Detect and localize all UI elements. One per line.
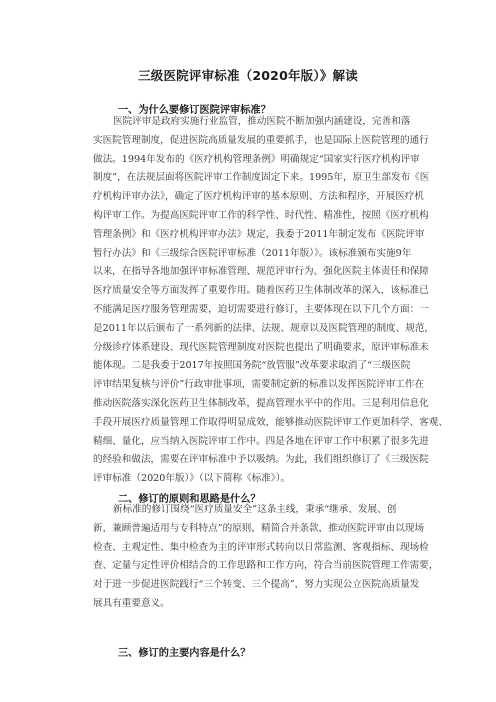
paragraph-line: 的经验和做法，需要在评审标准中予以吸纳。为此，我们组织修订了《三级医院 <box>93 454 429 466</box>
section-1-heading: 一、为什么要修订医院评审标准？ <box>118 105 271 116</box>
paragraph-line: 新标准的修订围绕“医疗质量安全”这条主线，秉承“继承、发展、创 <box>113 504 397 515</box>
paragraph-line: 检查、主观定性、集中检查为主的评审形式转向以日常监测、客观指标、现场检 <box>93 541 429 553</box>
paragraph-line: 查、定量与定性评价相结合的工作思路和工作方向，符合当前医院管理工作需要， <box>93 560 439 572</box>
paragraph-line: 实医院管理制度，促进医院高质量发展的重要抓手，也是国际上医院管理的通行 <box>93 134 429 146</box>
document-title: 三级医院评审标准（2020年版）》解读 <box>138 68 358 83</box>
paragraph-line: 做法。1994年发布的《医疗机构管理条例》明确规定“国家实行医疗机构评审 <box>93 153 420 165</box>
section-3-heading: 三、修订的主要内容是什么？ <box>118 648 251 659</box>
paragraph-line: 评审结果复核与评价”行政审批事项，需要制定新的标准以发挥医院评审工作在 <box>93 379 425 391</box>
paragraph-line: 构评审工作。为提高医院评审工作的科学性、时代性、精准性，按照《医疗机构 <box>93 209 429 221</box>
paragraph-line: 医院评审是政府实施行业监管，推动医院不断加强内涵建设，完善和落 <box>113 116 411 127</box>
section-2-body <box>93 501 439 614</box>
section-1-body <box>93 113 448 489</box>
paragraph-line: 精细、量化，应当纳入医院评审工作中。四是各地在评审工作中积累了很多先进 <box>93 435 429 447</box>
paragraph-line: 推动医院落实深化医药卫生体制改革，提高管理水平中的作用。三是利用信息化 <box>93 397 429 409</box>
paragraph-line: 暂行办法》和《三级综合医院评审标准（2011年版）》。该标准颁布实施9年 <box>93 247 412 259</box>
paragraph-line: 是2011年以后颁布了一系列新的法律、法规、规章以及医院管理的制度、规范， <box>93 322 435 334</box>
paragraph-line: 疗机构评审办法》，确定了医疗机构评审的基本原则、方法和程序，开展医疗机 <box>93 191 424 203</box>
paragraph-line: 能体现。二是我委于2017年按照国务院“放管服”改革要求取消了“三级医院 <box>93 360 411 372</box>
paragraph-line: 评审标准（2020年版）》（以下简称《标准》）。 <box>93 473 291 485</box>
paragraph-line: 对于进一步促进医院践行“三个转变、三个提高”，努力实现公立医院高质量发 <box>93 579 420 591</box>
paragraph-line: 医疗质量安全等方面发挥了重要作用。随着医药卫生体制改革的深入，该标准已 <box>93 285 429 297</box>
paragraph-line: 展具有重要意义。 <box>93 597 170 609</box>
paragraph-line: 以来，在指导各地加强评审标准管理、规范评审行为、强化医院主体责任和保障 <box>93 266 429 278</box>
paragraph-line: 手段开展医疗质量管理工作取得明显成效，能够推动医院评审工作更加科学、客观、 <box>93 416 448 428</box>
paragraph-line: 分级诊疗体系建设、现代医院管理制度对医院也提出了明确要求，原评审标准未 <box>93 341 429 353</box>
paragraph-line: 制度”，在法规层面将医院评审工作制度固定下来。1995年，原卫生部发布《医 <box>93 172 430 184</box>
paragraph-line: 管理条例》和《医疗机构评审办法》规定，我委于2011年制定发布《医院评审 <box>93 228 425 240</box>
section-2-heading: 二、修订的原则和思路是什么？ <box>118 494 261 505</box>
paragraph-line: 不能满足医疗服务管理需要，迫切需要进行修订，主要体现在以下几个方面：一 <box>93 303 429 315</box>
paragraph-line: 新，兼顾普遍适用与专科特点”的原则，精简合并条款，推动医院评审由以现场 <box>93 522 425 534</box>
